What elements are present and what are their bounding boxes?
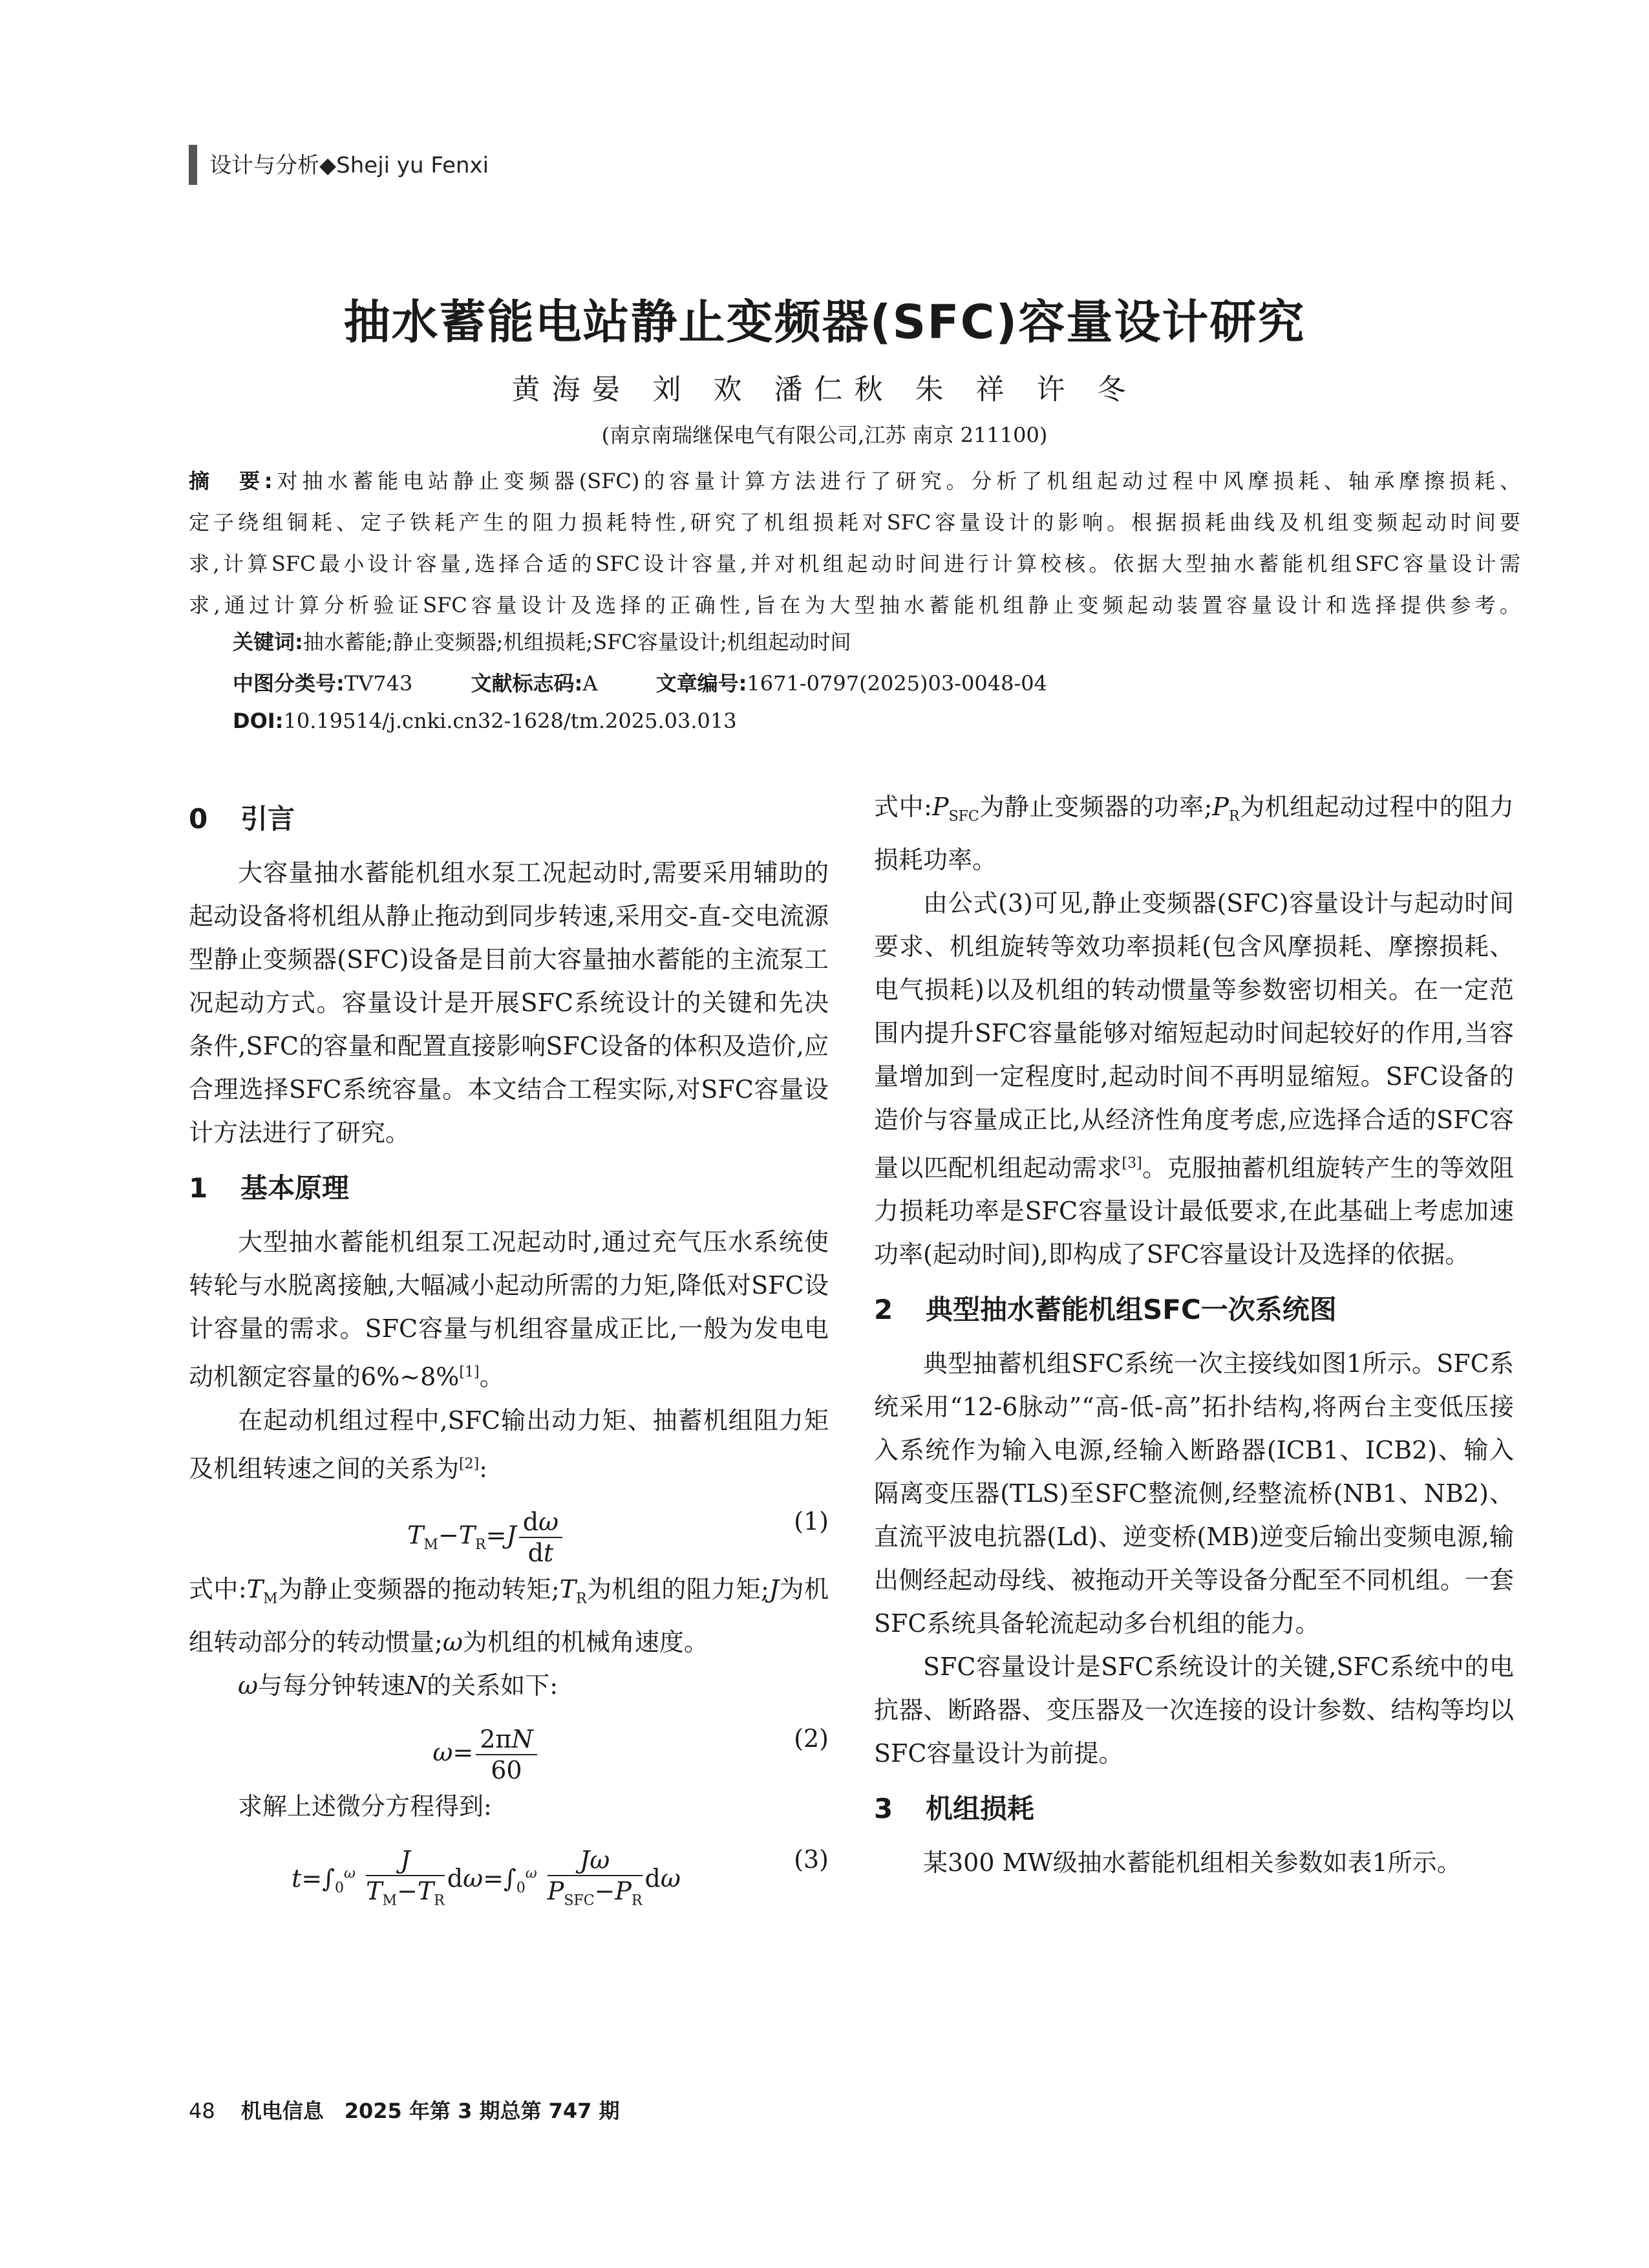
journal-issue: 机电信息 2025 年第 3 期总第 747 期 [240,2099,620,2123]
abstract-line-3: 求,计算SFC最小设计容量,选择合适的SFC设计容量,并对机组起动时间进行计算校核。依据大型抽水蓄能机组SFC容量设计需 [189,551,1520,576]
principle-paragraph-2: 在起动机组过程中,SFC输出动力矩、抽蓄机组阻力矩及机组转速之间的关系为[2]: [189,1406,829,1483]
section-marker-bar [189,145,197,185]
equation-3-definitions: 式中$:P_{SFC}$为静止变频器的功率$;P_R$为机组起动过程中的阻力损耗功率。 [874,793,1514,874]
equation-1: $T_M-T_R=J$ $\frac{d\omega}{dt}$ (1) [407,1507,829,1568]
equation-2-number: (2) [794,1724,829,1753]
system-paragraph-1: 典型抽蓄机组SFC系统一次主接线如图1所示。SFC系统采用“12-6脉动”“高-低-高”拓扑结构,将两台主变低压接入系统作为输入电源,经输入断路器(ICB1、ICB2)、输入隔离变压器(TLS)至SFC整流侧,经整流桥(NB1、NB2)、直流平波电抗器(Ld)、逆变桥(MB)逆变后输出变频电源,输出侧经起动母线、被拖动开关等设备分配至不同机组。一套SFC系统具备轮流起动多台机组的能力。 [874,1349,1514,1638]
intro-paragraph: 大容量抽水蓄能机组水泵工况起动时,需要采用辅助的起动设备将机组从静止拖动到同步转速,采用交-直-交电流源型静止变频器(SFC)设备是目前大容量抽水蓄能的主流泵工况起动方式。容量设计是开展SFC系统设计的关键和先决条件,SFC的容量和配置直接影响SFC设备的体积及造价,应合理选择SFC系统容量。本文结合工程实际,对SFC容量设计方法进行了研究。 [189,859,829,1147]
section-heading-1: 1 基本原理 [189,1172,350,1204]
affiliation: (南京南瑞继保电气有限公司,江苏 南京 211100) [601,423,1048,447]
equation-1-definitions: 式中$:T_M$为静止变频器的拖动转矩$;T_R$为机组的阻力矩;J为机组转动部分的转动惯量;ω为机组的机械角速度。 [189,1575,829,1656]
abstract-line-2: 定子绕组铜耗、定子铁耗产生的阻力损耗特性,研究了机组损耗对SFC容量设计的影响。根据损耗曲线及机组变频起动时间要 [189,510,1520,535]
page-footer [189,2095,620,2124]
classification-line: 中图分类号:TV743 文献标志码:A 文章编号:1671-0797(2025)03-0048-04 [233,671,1048,696]
equation-3-number: (3) [794,1845,829,1874]
page-number: 48 [189,2099,215,2123]
doi-line: DOI:10.19514/j.cnki.cn32-1628/tm.2025.03.013 [233,709,737,733]
equation-2: ω= $\frac{2\pi N}{60}$ (2) [432,1724,829,1784]
keywords: 关键词:抽水蓄能;静止变频器;机组损耗;SFC容量设计;机组起动时间 [233,630,851,654]
running-header: 设计与分析◆Sheji yu Fenxi [209,153,489,178]
loss-paragraph-1: 某300 MW级抽水蓄能机组相关参数如表1所示。 [923,1848,1462,1878]
principle-paragraph-1: 大型抽水蓄能机组泵工况起动时,通过充气压水系统使转轮与水脱离接触,大幅减小起动所需的力矩,降低对SFC设计容量的需求。SFC容量与机组容量成正比,一般为发电电动机额定容量的6%~8%[1]。 [189,1228,829,1391]
abstract-line-1: 摘 要:对抽水蓄能电站静止变频器(SFC)的容量计算方法进行了研究。分析了机组起动过程中风摩损耗、轴承摩擦损耗、 [189,469,1520,493]
paper-title: 抽水蓄能电站静止变频器(SFC)容量设计研究 [343,295,1306,349]
omega-relation-text: ω与每分钟转速N的关系如下: [238,1671,559,1700]
solve-text: 求解上述微分方程得到: [238,1792,492,1821]
equation-3: $t=\int_0^\omega$ $\frac{J}{T_M-T_R}$ $d\omega=\int_0^\omega$ $\frac{J\omega}{P_{SFC}-P_R}$ dω (3) [292,1845,829,1909]
left-column [189,786,829,1909]
abstract-label: 摘 要: [189,469,273,493]
principle-paragraph-3: 由公式(3)可见,静止变频器(SFC)容量设计与起动时间要求、机组旋转等效功率损耗(包含风摩损耗、摩擦损耗、电气损耗)以及机组的转动惯量等参数密切相关。在一定范围内提升SFC容量能够对缩短起动时间起较好的作用,当容量增加到一定程度时,起动时间不再明显缩短。SFC设备的造价与容量成正比,从经济性角度考虑,应选择合适的SFC容量以匹配机组起动需求[3]。克服抽蓄机组旋转产生的等效阻力损耗功率是SFC容量设计最低要求,在此基础上考虑加速功率(起动时间),即构成了SFC容量设计及选择的依据。 [874,888,1514,1269]
equation-1-number: (1) [794,1507,829,1536]
right-column [874,786,1514,1885]
abstract-line-4: 求,通过计算分析验证SFC容量设计及选择的正确性,旨在为大型抽水蓄能机组静止变频起动装置容量设计和选择提供参考。 [189,593,1520,617]
section-heading-2: 2 典型抽水蓄能机组SFC一次系统图 [874,1294,1337,1326]
author-list: 黄海晏 刘 欢 潘仁秋 朱 祥 许 冬 [511,373,1138,406]
section-heading-3: 3 机组损耗 [874,1793,1035,1825]
system-paragraph-2: SFC容量设计是SFC系统设计的关键,SFC系统中的电抗器、断路器、变压器及一次连接的设计参数、结构等均以SFC容量设计为前提。 [874,1653,1514,1768]
section-heading-0: 0 引言 [189,803,295,835]
